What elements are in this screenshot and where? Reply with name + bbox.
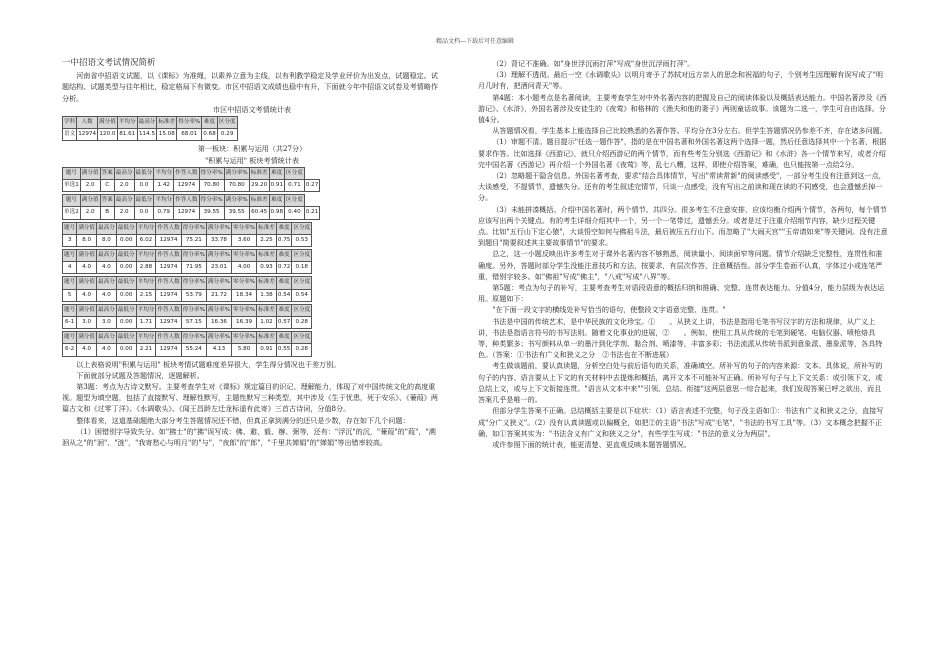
table-cell: 12974 [174,180,199,192]
table-header-cell: 标准差 [257,250,277,262]
table-cell: 4.13 [206,344,231,356]
table-header-cell: 题号 [63,222,77,234]
table-cell: 0.91 [269,180,284,192]
paragraph: 以上表格说明"积累与运用" 板块考情试题难度差异很大，学生得分情况也千差万别。 [76,359,341,369]
paragraph: 第3题：考点为古诗文默写。主要考查学生对《课标》规定篇目的识记、理解能力，体现了对中国传统文化的高度重视。题型为填空题，包括了直接默写、理解性默写，主题性默写三种类型，其中涉及《生于忧患，死于安乐》、《蒹葭》两篇古文和《过零丁洋》、《水调歌头》、《闻王昌龄左迁龙标遥有此寄》三首古诗词，分值8分。 [62,382,438,414]
table-header-cell: 标准差 [257,332,277,344]
table-cell: 68.01 [177,129,202,141]
table-cell: 53.79 [181,289,206,301]
table-header-cell: 作答人数 [156,332,181,344]
table-header-cell: 标准差 [157,117,177,129]
table-cell: 0.28 [292,317,312,329]
table-header-cell: 满分率% [224,195,249,207]
table-cell: 4.0 [77,289,97,301]
section1-subtitle: "积累与运用" 板块考情统计表 [205,155,299,165]
table-cell: 3.0 [97,317,117,329]
table-header-row [63,222,312,234]
paragraph: 从答题情况看，学生基本上能选择自己比较熟悉的名著作答。平均分在3分左右。但学生答题情况仍参差不齐，存在诸多问题。 [492,126,887,136]
table-header-cell: 得分率% [199,167,224,179]
table-cell: 120.0 [98,129,118,141]
table-header-cell: 作答人数 [156,250,181,262]
table-header-cell: 区分度 [217,117,237,129]
paragraph: 总之，这一小题反映出许多考生对于课外名著内容不够熟悉，阅读量小，阅读面窄等问题。情节介绍缺乏完整性，连贯性和准确度。另外，答题时部分学生没能注意技巧和方法，按要求，有层次作答，注意概括性。部分学生卷面不认真，字体过小或连笔严重，错别字较多。如"佛祖"写成"佛主"，"八戒"写成"八界"等。 [478,249,883,281]
table-header-cell: 平均分 [136,332,156,344]
table-header-cell: 平均分 [136,222,156,234]
table-header-cell: 最高分 [97,304,117,316]
table-cell: 39.55 [199,207,224,219]
table-header-cell: 平均分 [117,117,137,129]
table-header-cell: 题号 [63,332,77,344]
table-row [63,180,320,192]
section1-title: 第一板块：积累与运用（共27分） [197,144,307,154]
table-header-cell: 满分率% [206,332,231,344]
table-header-cell: 难度 [269,167,284,179]
table-header-cell: 最低分 [116,250,136,262]
table-header-cell: 难度 [276,277,291,289]
table-cell: 0.40 [285,207,305,219]
table-header-cell: 题号 [63,167,81,179]
table-header-cell: 区分度 [292,277,312,289]
article-title: 一中招语文考试情况简析 [62,58,156,68]
paragraph: （1）审题不清。题目提示"任选一题作答"，指的是在中国名著和外国名著这两个选择一题，然后任意选择其中一个名著，根据要求作答。比如选择《西游记》，就只介绍西游记的两个情节，而有些考生分别选《西游记》和《水浒》各一个情节来写，或者介绍完中国名著《西游记》再介绍一个外国名著《夜莺》等，乱七八糟，这样，即使介绍答案，难确，也只能按第一点给2分。 [478,137,887,169]
table-cell: 4.0 [97,262,117,274]
table-header-cell: 最低分 [134,167,154,179]
paragraph: 但部分学生答案不正确。总结概括主要是以下症状：（1）语言表述不完整，句子没主语如①：书法有广义和狭义之分，直接写成"分广义狭义"。（2）没有认真读题或以偏概全，如把②的主语"书法"写成"毛笔"，"书法的书写工具"等。（3）文本概念把握不正确，如①答案其实为："书法含义有广义和狭义之分"，有些学生写成："书法的意义分为两层"。 [478,406,884,438]
table-cell: 2.0 [114,207,134,219]
table-header-cell: 满分率% [206,304,231,316]
table-header-cell: 标准差 [257,277,277,289]
table-header-cell: 最高分 [114,167,134,179]
table-header-cell: 难度 [269,195,284,207]
table-header-cell: 作答人数 [174,195,199,207]
table4 [62,222,312,247]
table-cell: 55.24 [181,344,206,356]
table-header-row [63,277,312,289]
table-cell: 8.0 [97,234,117,246]
table-cell: 6.02 [136,234,156,246]
table-header-cell: 得分率% [181,222,206,234]
table-header-cell: 标准差 [257,222,277,234]
table-cell: 12974 [174,207,199,219]
table-cell: 114.5 [137,129,157,141]
table-header-cell: 答案 [100,195,114,207]
table-header-cell: 学科 [63,117,77,129]
table-cell: 1.38 [257,289,277,301]
table-header-row [63,195,320,207]
table-cell: 0.75 [276,234,291,246]
table-cell: 70.80 [199,180,224,192]
table-row [63,317,312,329]
table-header-cell: 难度 [276,332,291,344]
table-cell: 6-1 [63,317,77,329]
table-cell: 4.0 [97,344,117,356]
table-cell: 2.0 [114,180,134,192]
table-cell: 4.0 [77,344,97,356]
table-cell: 4.00 [232,262,257,274]
table-row [63,289,312,301]
table-header-cell: 得分率% [177,117,202,129]
table-cell: C [100,180,114,192]
table-cell: 0.79 [154,207,174,219]
table-header-cell: 最高分 [97,277,117,289]
table-header-cell: 作答人数 [156,304,181,316]
table-cell: 0.00 [116,262,136,274]
table-cell: 2.88 [136,262,156,274]
table-cell: 2.25 [257,234,277,246]
table-header-cell: 难度 [276,304,291,316]
table-cell: 5 [63,289,77,301]
table-cell: 8.0 [77,234,97,246]
table8 [62,331,312,356]
table-row [63,344,312,356]
table-cell: 0.27 [304,180,319,192]
table-header-cell: 得分率% [181,277,206,289]
table-cell: 0.72 [276,262,291,274]
table-cell: 3 [63,234,77,246]
table-header-cell: 满分值 [98,117,118,129]
table-header-cell: 区分度 [285,167,305,179]
table-header-cell: 最低分 [116,332,136,344]
table-cell: 0.53 [292,234,312,246]
table-cell: 1.02 [257,317,277,329]
table-header-cell: 答案 [100,167,114,179]
table-header-cell: 作答人数 [156,222,181,234]
paragraph: 下面就部分试题及答题情况，逐题解析。 [76,370,204,380]
table1-caption: 市区中招语文考情统计表 [212,104,292,114]
table-cell: 12974 [156,262,181,274]
table-header-cell: 零分率% [232,250,257,262]
table-header-cell: 作答人数 [156,277,181,289]
table-cell: 3.60 [232,234,257,246]
table-header-cell: 满分值 [77,222,97,234]
table-cell: 16.39 [232,317,257,329]
table-cell: 1.71 [136,317,156,329]
table-cell: 0.71 [285,180,305,192]
table-cell: 71.95 [181,262,206,274]
table-cell: 81.61 [117,129,137,141]
table-row [63,234,312,246]
table-cell: 0.00 [116,289,136,301]
table-header-cell: 人数 [77,117,98,129]
table-header-cell: 满分率% [206,277,231,289]
paragraph: 第4题：本小题考点是名著阅读，主要考查学生对中外名著内容的把握及自己的阅读体验以及概括表达能力。中国名著涉及《西游记》、《水浒》，外国名著涉及安徒生的《夜莺》和格林的《渔夫和他的妻子》两则童话故事。该题为二选一，学生可自由选择。分值4分。 [478,92,887,125]
table-cell: 15.08 [157,129,177,141]
table-cell: 0.0 [134,207,154,219]
table-header-cell: 最高分 [114,195,134,207]
table1 [62,116,238,141]
table-header-cell: 难度 [276,250,291,262]
table-cell: 2.15 [136,289,156,301]
paragraph: 第5题：考点为句子的补写，主要考查考生对语段语意的概括归纳和推确、完整、连贯表达能力。分值4分，能力层级为表达运用。原题如下： [478,283,885,304]
table-cell: 0.29 [217,129,237,141]
table-cell: 16.36 [206,317,231,329]
table-cell: 57.15 [181,317,206,329]
table-header-cell: 最高分 [97,332,117,344]
table-header-cell: 得分率% [199,195,224,207]
table-header-cell: 得分率% [181,332,206,344]
table-header-cell: 得分率% [181,250,206,262]
paragraph: （2）背记不准确。如"身世浮沉雨打萍"写成"身世沉浮雨打萍"。 [492,59,695,68]
table-cell: 12974 [156,289,181,301]
paragraph: （2）忽略题干隐含信息。外国名著考查，要求"结合具体情节，写出"常读常新"的阅读感受"，一部分考生没有注意到这一点，大谈感受，不提情节，遗憾失分。还有的考生叙述完情节，只谈一点感受，没有写出之前读和现在读的不同感受，也会遗憾丢掉一分。 [478,171,886,203]
table-cell: 0.54 [276,289,291,301]
table-cell: 0.57 [276,317,291,329]
table-cell: 4 [63,262,77,274]
table-header-cell: 零分率% [232,304,257,316]
paragraph: （3）理解不透彻。最后一空《水调歌头》以明月寄予了苏轼对远方亲人的思念和祝福的句子，个别考生因理解有误写成了"明月几时有，把酒问青天"等。 [478,70,884,91]
table-cell: 单选2 [63,207,81,219]
table-cell: 0.28 [292,344,312,356]
table-header-cell: 零分率% [232,222,257,234]
table-cell: 18.34 [232,289,257,301]
table-cell: 0.00 [116,344,136,356]
table-cell: 3.0 [77,317,97,329]
table-cell: 4.0 [77,262,97,274]
table2 [62,167,320,192]
table-header-cell: 满分值 [77,304,97,316]
table-header-cell: 零分率% [232,277,257,289]
table-cell: 语文 [63,129,77,141]
table-row [63,129,238,141]
table-cell: 12974 [156,234,181,246]
table-row [63,262,312,274]
table-cell: 0.68 [202,129,217,141]
table-cell: 0.98 [269,207,284,219]
page-header: 精品文档---下载后可任意编辑 [435,38,515,45]
table-cell: 2.0 [80,207,100,219]
table-cell: 60.45 [249,207,269,219]
table-cell: 4.0 [97,289,117,301]
table-cell: 0.54 [292,289,312,301]
table-cell: B [100,207,114,219]
table3 [62,194,320,219]
table-header-cell: 零分率% [232,332,257,344]
table-cell: 12974 [77,129,98,141]
table-header-cell: 作答人数 [174,167,199,179]
table-header-cell: 满分率% [224,167,249,179]
table7 [62,304,312,329]
table-header-cell: 最高分 [97,222,117,234]
table-header-cell: 题号 [63,195,81,207]
intro-paragraph: 河南省中招语文试题，以《课标》为准绳，以素养立意为主线，以有利教学稳定及学业评价为出发点，试题稳定。试题结构、试题类型与往年相比，稳定格局下有微变。市区中招语文成绩也稳中有升，下面就今年中招语文试卷及考情略作分析。 [62,71,438,103]
table-header-cell: 满分值 [80,195,100,207]
table-header-cell: 最低分 [134,195,154,207]
table-header-row [63,117,238,129]
table-header-cell: 满分率% [206,222,231,234]
table-cell: 1.42 [154,180,174,192]
table-header-cell: 得分率% [181,304,206,316]
table-header-cell: 区分度 [292,222,312,234]
table-header-cell: 平均分 [136,277,156,289]
table-header-row [63,304,312,316]
table-cell: 2.0 [80,180,100,192]
table-cell: 0.91 [257,344,277,356]
table-header-cell: 平均分 [136,304,156,316]
left-column [62,58,442,448]
table-header-cell: 区分度 [292,250,312,262]
table-header-cell: 标准差 [249,195,269,207]
table-cell: 70.80 [224,180,249,192]
table-cell: 6-2 [63,344,77,356]
table-header-cell: 题号 [63,277,77,289]
table-header-cell: 平均分 [136,250,156,262]
paragraph: 书法是中国的传统艺术，是中华民族的文化珍宝。① 。从狭义上讲，书法是指用毛笔书写汉字的方法和规律，从广义上讲，书法是指语言符号的书写法则。随着文化事业的进展，② 。例如，使用工具从传统的毛笔到硬笔、电脑仪器、喷枪烙具等，种类繁多；书写颜料从单一的墨汁到化学剂、黏合剂、喷漆等，丰富多彩；书法流派从传统书派到意象派、墨象派等，各具特色。（答案：①书法有广义和狭义之分 ②书法也在不断进展） [478,316,883,360]
table-header-row [63,332,312,344]
paragraph: （3）未能拼凑概括。介绍中国名著时，两个情节。共四分。很多考生不注意安排，应该均衡介绍两个情节，各两句，每个情节应该写出两个关键点。有的考生详细介绍其中一个，另一个一笔带过，遗憾丢分。或者是过于注重介绍细节内容，缺少过程关键点。比如"五行山下定心猿"，大谈悟空如何与佛祖斗法，最后被压五行山下。而忽略了"大闹天宫""玉帝请如来"等关键词。没有注意到题目"简要叙述其主要故事情节"的要求。 [478,204,888,248]
table-cell: 0.00 [116,234,136,246]
table-header-cell: 满分值 [77,250,97,262]
table-cell: 12974 [156,344,181,356]
table-header-cell: 最低分 [116,222,136,234]
table-header-cell: 满分值 [77,277,97,289]
paragraph: （1）困错别字导致失分。如"拂士"的"拂"误写成：佛、避、毅、辦、弼等，还有："浮沉"的沉，"蒹葭"的"葭"，"溯洄从之"的"洄"、"涟"，"我寄愁心与明月"的"与"，"夜郎"的"郎"，"千里共婵娟"的"婵娟"等出错率较高。 [62,426,436,448]
table-header-cell: 题号 [63,304,77,316]
table-row [63,207,320,219]
paragraph: "在下面一段文字的横线处补写恰当的语句，使整段文字语意完整、连贯。" [492,305,726,315]
table-header-row [63,250,312,262]
table-header-cell: 最低分 [116,304,136,316]
table-cell: 33.78 [206,234,231,246]
table-header-cell: 区分度 [285,195,305,207]
table-header-cell: 题号 [63,250,77,262]
table-header-row [63,167,320,179]
table-cell: 0.93 [257,262,277,274]
right-column [478,58,888,450]
table-header-cell: 难度 [202,117,217,129]
table-cell: 单选1 [63,180,81,192]
table-cell: 29.20 [249,180,269,192]
paragraph: 考生做该题前，要认真读题，分析空白处与前后语句的关系，准确填空。所补写的句子的内容来源：文本。具体说，所补写的句子的内容、语言要从上下文的有关材料中去提炼和概括，离开文本不可能补写正确。所补写句子与上下文关系：或引领下文，或总结上文，或与上下文衔接连贯。"语言从文本中来""引领、总结、衔接"这两层意思一综合起来，我们发现答案已呼之欲出，而且答案几乎是唯一的。 [478,361,883,405]
paragraph: 或许参照下面的统计表，能更清楚、更直观反映本题答题情况。 [492,439,691,449]
table-header-cell: 平均分 [154,195,174,207]
table-cell: 0.0 [134,180,154,192]
table-header-cell: 区分度 [292,304,312,316]
table-header-cell: 最低分 [116,277,136,289]
table-header-cell: 满分值 [80,167,100,179]
table6 [62,276,312,301]
table-header-cell: 标准差 [249,167,269,179]
table-cell: 5.80 [232,344,257,356]
table-header-cell: 最高分 [97,250,117,262]
table-header-cell: 满分率% [206,250,231,262]
table-cell: 12974 [156,317,181,329]
table-cell: 21.72 [206,289,231,301]
table-header-cell: 满分值 [77,332,97,344]
table-cell: 75.21 [181,234,206,246]
table-cell: 0.00 [116,317,136,329]
table-header-cell: 区分度 [292,332,312,344]
paragraph: 整体看来，这道基础题绝大部分考生答题情况还不错，但真正拿到满分的还只是少数，存在如下几个问题： [76,415,410,425]
table-cell: 0.21 [304,207,319,219]
table-header-cell: 标准差 [257,304,277,316]
table-cell: 0.18 [292,262,312,274]
table-header-cell: 最高分 [137,117,157,129]
table5 [62,249,312,274]
table-cell: 2.21 [136,344,156,356]
table-header-cell: 难度 [276,222,291,234]
table-cell: 39.55 [224,207,249,219]
table-header-cell: 平均分 [154,167,174,179]
table-cell: 23.01 [206,262,231,274]
table-cell: 0.55 [276,344,291,356]
